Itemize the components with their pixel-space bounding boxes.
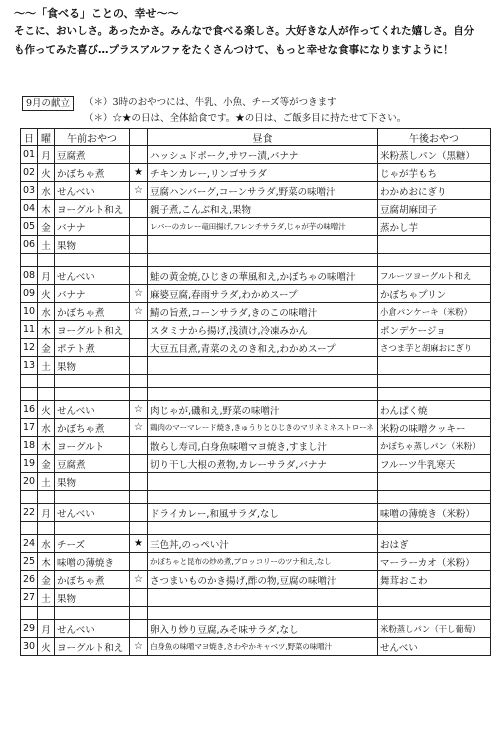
blank-cell <box>148 388 378 401</box>
pm-snack-cell: 小倉パンケーキ（米粉） <box>378 303 491 321</box>
lunch-cell: ドライカレー,和風サラダ,なし <box>148 504 378 522</box>
blank-row <box>21 375 491 388</box>
blank-row <box>21 607 491 620</box>
header-row <box>21 129 491 146</box>
am-snack-cell: ヨーグルト和え <box>55 200 130 218</box>
meal-mark-cell: ☆ <box>130 419 148 437</box>
pm-snack-cell: ポンデケージョ <box>378 321 491 339</box>
lunch-cell: スタミナから揚げ,浅漬け,冷凍みかん <box>148 321 378 339</box>
date-cell: 26 <box>21 571 38 589</box>
date-cell: 12 <box>21 339 38 357</box>
table-row <box>21 455 491 473</box>
day-cell: 月 <box>38 620 55 638</box>
am-snack-cell: かぼちゃ煮 <box>55 571 130 589</box>
page-title: 〜〜「食べる」ことの、幸せ〜〜 <box>14 7 179 20</box>
pm-snack-cell: フルーツ牛乳寒天 <box>378 455 491 473</box>
table-row <box>21 236 491 254</box>
day-cell: 金 <box>38 339 55 357</box>
date-cell: 20 <box>21 473 38 491</box>
table-row <box>21 535 491 553</box>
pm-snack-cell <box>378 589 491 607</box>
am-snack-cell: 果物 <box>55 236 130 254</box>
pm-snack-cell: 米粉蒸しパン（干し葡萄） <box>378 620 491 638</box>
day-cell: 木 <box>38 321 55 339</box>
meal-mark-cell <box>130 200 148 218</box>
blank-cell <box>38 522 55 535</box>
pm-snack-cell: 蒸かし芋 <box>378 218 491 236</box>
date-cell: 16 <box>21 401 38 419</box>
lunch-cell: かぼちゃと昆布の炒め煮,ブロッコリーのツナ和え,なし <box>148 553 378 571</box>
blank-cell <box>38 607 55 620</box>
blank-row <box>21 522 491 535</box>
blank-cell <box>378 491 491 504</box>
date-cell: 25 <box>21 553 38 571</box>
meal-mark-cell <box>130 620 148 638</box>
am-snack-cell: せんべい <box>55 267 130 285</box>
day-cell: 月 <box>38 146 55 164</box>
lunch-cell: 大豆五目煮,青菜のえのき和え,わかめスープ <box>148 339 378 357</box>
date-cell: 05 <box>21 218 38 236</box>
am-snack-cell: ヨーグルト和え <box>55 638 130 656</box>
date-cell: 18 <box>21 437 38 455</box>
blank-cell <box>130 254 148 267</box>
blank-cell <box>55 388 130 401</box>
table-row <box>21 620 491 638</box>
blank-cell <box>38 388 55 401</box>
lunch-cell: チキンカレー,リンゴサラダ <box>148 164 378 182</box>
date-cell: 22 <box>21 504 38 522</box>
meal-mark-cell <box>130 218 148 236</box>
blank-cell <box>378 388 491 401</box>
col-header-day: 曜 <box>38 129 55 146</box>
blank-cell <box>148 607 378 620</box>
lunch-cell: 肉じゃが,磯和え,野菜の味噌汁 <box>148 401 378 419</box>
date-cell: 17 <box>21 419 38 437</box>
date-cell: 19 <box>21 455 38 473</box>
table-row <box>21 571 491 589</box>
date-cell: 13 <box>21 357 38 375</box>
col-header-lunch: 昼食 <box>148 129 378 146</box>
table-row <box>21 357 491 375</box>
date-cell: 03 <box>21 182 38 200</box>
lunch-cell: 切り干し大根の煮物,カレーサラダ,バナナ <box>148 455 378 473</box>
lunch-cell: 散らし寿司,白身魚味噌マヨ焼き,すまし汁 <box>148 437 378 455</box>
menu-info <box>22 95 492 127</box>
blank-cell <box>130 607 148 620</box>
lunch-cell: ハッシュドポーク,サワー漬,バナナ <box>148 146 378 164</box>
blank-cell <box>55 607 130 620</box>
pm-snack-cell: わんぱく焼 <box>378 401 491 419</box>
date-cell: 08 <box>21 267 38 285</box>
meal-mark-cell <box>130 321 148 339</box>
day-cell: 土 <box>38 357 55 375</box>
day-cell: 金 <box>38 571 55 589</box>
meal-mark-cell: ☆ <box>130 182 148 200</box>
blank-cell <box>148 375 378 388</box>
blank-row <box>21 388 491 401</box>
meal-mark-cell <box>130 339 148 357</box>
lunch-cell: 白身魚の味噌マヨ焼き,さわやかキャベツ,野菜の味噌汁 <box>148 638 378 656</box>
date-cell: 27 <box>21 589 38 607</box>
table-row <box>21 267 491 285</box>
lunch-cell <box>148 473 378 491</box>
day-cell: 火 <box>38 401 55 419</box>
pm-snack-cell: じゃが芋もち <box>378 164 491 182</box>
meal-mark-cell: ☆ <box>130 571 148 589</box>
table-row <box>21 589 491 607</box>
pm-snack-cell <box>378 357 491 375</box>
date-cell: 11 <box>21 321 38 339</box>
pm-snack-cell: マーラーカオ（米粉） <box>378 553 491 571</box>
day-cell: 土 <box>38 589 55 607</box>
lunch-cell: 卵入り炒り豆腐,みそ味サラダ,なし <box>148 620 378 638</box>
meal-mark-cell <box>130 437 148 455</box>
pm-snack-cell <box>378 473 491 491</box>
day-cell: 木 <box>38 553 55 571</box>
lunch-cell <box>148 236 378 254</box>
date-cell: 01 <box>21 146 38 164</box>
meal-mark-cell: ★ <box>130 535 148 553</box>
lunch-cell <box>148 357 378 375</box>
am-snack-cell: バナナ <box>55 218 130 236</box>
date-cell: 02 <box>21 164 38 182</box>
date-cell: 29 <box>21 620 38 638</box>
table-row <box>21 200 491 218</box>
intro-line-1: そこに、おいしさ。あったかさ。みんなで食べる楽しさ。大好きな人が作ってくれた嬉しさ。自分 <box>14 25 475 37</box>
am-snack-cell: ヨーグルト <box>55 437 130 455</box>
table-row <box>21 164 491 182</box>
col-header-pm-snack: 午後おやつ <box>378 129 491 146</box>
menu-body <box>21 146 491 656</box>
am-snack-cell: バナナ <box>55 285 130 303</box>
lunch-cell: 豆腐ハンバーグ,コーンサラダ,野菜の味噌汁 <box>148 182 378 200</box>
blank-cell <box>378 254 491 267</box>
group-meal-note: （＊）☆★の日は、全体給食です。★の日は、ご飯多目に持たせて下さい。 <box>84 113 407 124</box>
blank-cell <box>21 522 38 535</box>
lunch-cell: さつまいものかき揚げ,酢の物,豆腐の味噌汁 <box>148 571 378 589</box>
pm-snack-cell: かぼちゃプリン <box>378 285 491 303</box>
table-row <box>21 321 491 339</box>
day-cell: 月 <box>38 504 55 522</box>
am-snack-cell: かぼちゃ煮 <box>55 303 130 321</box>
date-cell: 09 <box>21 285 38 303</box>
meal-mark-cell <box>130 589 148 607</box>
table-row <box>21 339 491 357</box>
am-snack-cell: チーズ <box>55 535 130 553</box>
day-cell: 火 <box>38 638 55 656</box>
table-row <box>21 419 491 437</box>
meal-mark-cell: ☆ <box>130 303 148 321</box>
blank-cell <box>378 522 491 535</box>
snack-note: （＊）3時のおやつには、牛乳、小魚、チーズ等がつきます <box>84 97 337 108</box>
pm-snack-cell: 米粉の味噌クッキー <box>378 419 491 437</box>
am-snack-cell: 果物 <box>55 589 130 607</box>
col-header-am-snack: 午前おやつ <box>55 129 130 146</box>
blank-cell <box>130 522 148 535</box>
meal-mark-cell <box>130 473 148 491</box>
pm-snack-cell: 舞茸おこわ <box>378 571 491 589</box>
day-cell: 土 <box>38 236 55 254</box>
blank-cell <box>130 491 148 504</box>
date-cell: 06 <box>21 236 38 254</box>
day-cell: 金 <box>38 218 55 236</box>
lunch-cell: 親子煮,こんぶ和え,果物 <box>148 200 378 218</box>
lunch-cell: 麻婆豆腐,春雨サラダ,わかめスープ <box>148 285 378 303</box>
table-row <box>21 437 491 455</box>
intro-line-2: も作ってみた喜び…プラスアルファをたくさんつけて、もっと幸せな食事になりますように！ <box>14 44 454 56</box>
date-cell: 30 <box>21 638 38 656</box>
meal-mark-cell: ★ <box>130 164 148 182</box>
pm-snack-cell: フルーツヨーグルト和え <box>378 267 491 285</box>
day-cell: 金 <box>38 455 55 473</box>
meal-mark-cell <box>130 553 148 571</box>
lunch-cell: 三色丼,のっぺい汁 <box>148 535 378 553</box>
pm-snack-cell: 米粉蒸しパン（黒糖） <box>378 146 491 164</box>
blank-cell <box>130 375 148 388</box>
pm-snack-cell: さつま芋と胡麻おにぎり <box>378 339 491 357</box>
meal-mark-cell: ☆ <box>130 285 148 303</box>
blank-cell <box>38 375 55 388</box>
date-cell: 04 <box>21 200 38 218</box>
blank-cell <box>378 375 491 388</box>
meal-mark-cell <box>130 357 148 375</box>
table-row <box>21 182 491 200</box>
lunch-cell <box>148 589 378 607</box>
blank-cell <box>21 254 38 267</box>
am-snack-cell: 豆腐煮 <box>55 146 130 164</box>
blank-cell <box>21 388 38 401</box>
date-cell: 10 <box>21 303 38 321</box>
am-snack-cell: かぼちゃ煮 <box>55 164 130 182</box>
table-row <box>21 303 491 321</box>
day-cell: 水 <box>38 419 55 437</box>
blank-cell <box>21 375 38 388</box>
blank-cell <box>55 254 130 267</box>
am-snack-cell: かぼちゃ煮 <box>55 419 130 437</box>
meal-mark-cell <box>130 504 148 522</box>
table-row <box>21 146 491 164</box>
month-label: 9月の献立 <box>22 96 74 111</box>
am-snack-cell: せんべい <box>55 504 130 522</box>
day-cell: 火 <box>38 164 55 182</box>
meal-mark-cell <box>130 146 148 164</box>
blank-cell <box>148 491 378 504</box>
am-snack-cell: ポテト煮 <box>55 339 130 357</box>
blank-cell <box>38 491 55 504</box>
am-snack-cell: ヨーグルト和え <box>55 321 130 339</box>
col-header-mark <box>130 129 148 146</box>
header <box>14 6 494 59</box>
day-cell: 木 <box>38 200 55 218</box>
day-cell: 水 <box>38 535 55 553</box>
pm-snack-cell: わかめおにぎり <box>378 182 491 200</box>
meal-mark-cell: ☆ <box>130 401 148 419</box>
blank-cell <box>148 254 378 267</box>
lunch-cell: 鯖の旨煮,コーンサラダ,きのこの味噌汁 <box>148 303 378 321</box>
lunch-cell: 鮭の黄金焼,ひじきの華風和え,かぼちゃの味噌汁 <box>148 267 378 285</box>
am-snack-cell: せんべい <box>55 620 130 638</box>
table-row <box>21 473 491 491</box>
blank-cell <box>378 607 491 620</box>
meal-mark-cell <box>130 455 148 473</box>
meal-mark-cell <box>130 267 148 285</box>
day-cell: 火 <box>38 285 55 303</box>
am-snack-cell: 味噌の薄焼き <box>55 553 130 571</box>
am-snack-cell: せんべい <box>55 182 130 200</box>
menu-table <box>20 128 491 656</box>
day-cell: 土 <box>38 473 55 491</box>
blank-cell <box>55 522 130 535</box>
blank-cell <box>21 491 38 504</box>
blank-cell <box>21 607 38 620</box>
pm-snack-cell: かぼちゃ蒸しパン（米粉） <box>378 437 491 455</box>
day-cell: 木 <box>38 437 55 455</box>
blank-cell <box>55 375 130 388</box>
date-cell: 24 <box>21 535 38 553</box>
table-row <box>21 504 491 522</box>
blank-cell <box>55 491 130 504</box>
blank-row <box>21 491 491 504</box>
am-snack-cell: 豆腐煮 <box>55 455 130 473</box>
day-cell: 水 <box>38 303 55 321</box>
pm-snack-cell: 豆腐胡麻団子 <box>378 200 491 218</box>
pm-snack-cell <box>378 236 491 254</box>
am-snack-cell: せんべい <box>55 401 130 419</box>
table-row <box>21 285 491 303</box>
day-cell: 水 <box>38 182 55 200</box>
blank-row <box>21 254 491 267</box>
table-row <box>21 218 491 236</box>
am-snack-cell: 果物 <box>55 473 130 491</box>
pm-snack-cell: おはぎ <box>378 535 491 553</box>
lunch-cell: 鶏肉のマーマレード焼き,きゅうりとひじきのマリネミネストローネ <box>148 419 378 437</box>
blank-cell <box>38 254 55 267</box>
lunch-cell: レバーのカレー竜田揚げ,フレンチサラダ,じゃが芋の味噌汁 <box>148 218 378 236</box>
col-header-date: 日 <box>21 129 38 146</box>
meal-mark-cell: ☆ <box>130 638 148 656</box>
meal-mark-cell <box>130 236 148 254</box>
pm-snack-cell: せんべい <box>378 638 491 656</box>
blank-cell <box>148 522 378 535</box>
am-snack-cell: 果物 <box>55 357 130 375</box>
pm-snack-cell: 味噌の薄焼き（米粉） <box>378 504 491 522</box>
table-row <box>21 401 491 419</box>
table-row <box>21 553 491 571</box>
day-cell: 月 <box>38 267 55 285</box>
table-row <box>21 638 491 656</box>
blank-cell <box>130 388 148 401</box>
